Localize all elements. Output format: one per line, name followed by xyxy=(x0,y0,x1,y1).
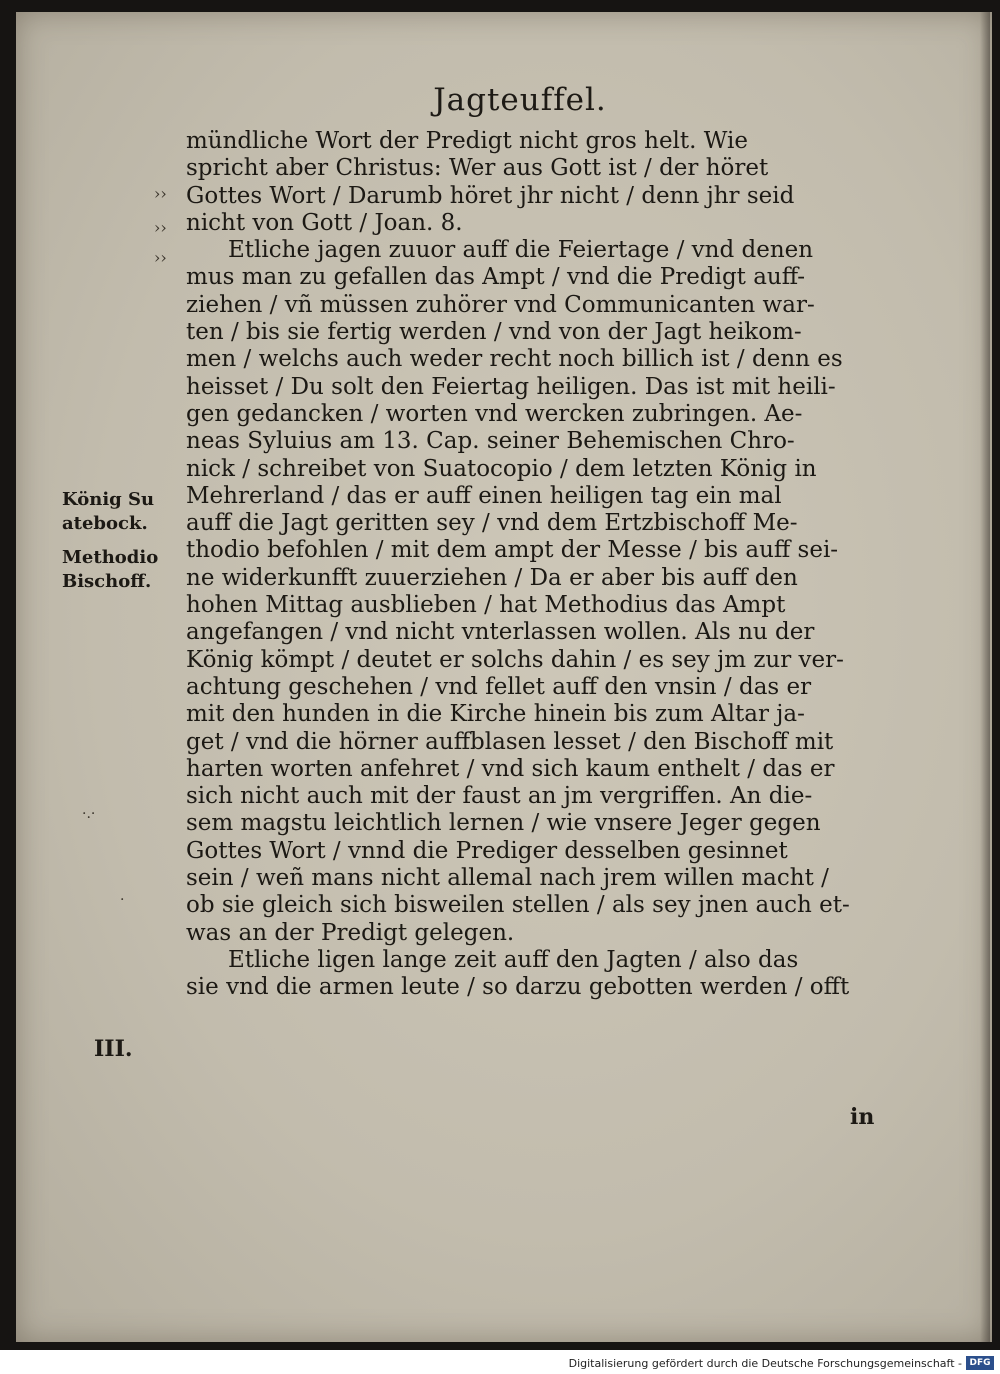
text-line: mit den hunden in die Kirche hinein bis zum Altar ja- xyxy=(186,701,805,728)
text-line: ziehen / vñ müssen zuhörer vnd Communicanten war- xyxy=(186,291,815,318)
running-head: Jagteuffel. xyxy=(433,82,607,118)
text-line: gen gedancken / worten vnd wercken zubringen. Ae- xyxy=(186,400,803,427)
text-line: harten worten anfehret / vnd sich kaum enthelt / das er xyxy=(186,755,835,782)
footer-credit: Digitalisierung gefördert durch die Deutsche Forschungsgemeinschaft - xyxy=(568,1357,962,1370)
text-line: Gottes Wort / vnnd die Prediger desselben gesinnet xyxy=(186,837,788,864)
text-line: nicht von Gott / Joan. 8. xyxy=(186,209,463,236)
page-gutter-shadow xyxy=(980,12,990,1342)
text-line: ten / bis sie fertig werden / vnd von der Jagt heikom- xyxy=(186,319,802,346)
text-line: Etliche ligen lange zeit auff den Jagten / also das xyxy=(228,946,799,973)
text-line: angefangen / vnd nicht vnterlassen wollen. Als nu der xyxy=(186,619,815,646)
text-line: thodio befohlen / mit dem ampt der Messe / bis auff sei- xyxy=(186,537,839,564)
text-line: neas Syluius am 13. Cap. seiner Behemischen Chro- xyxy=(186,428,795,455)
text-line: auff die Jagt geritten sey / vnd dem Ertzbischoff Me- xyxy=(186,510,798,537)
margin-note-line: König Su xyxy=(62,489,155,510)
text-line: heisset / Du solt den Feiertag heiligen. Das ist mit heili- xyxy=(186,373,836,400)
margin-note-line: atebock. xyxy=(62,513,148,534)
text-line: achtung geschehen / vnd fellet auff den vnsin / das er xyxy=(186,673,812,700)
text-line: ne widerkunfft zuuerziehen / Da er aber bis auff den xyxy=(186,564,798,591)
quote-mark: ›› xyxy=(154,184,167,203)
text-line: spricht aber Christus: Wer aus Gott ist / der höret xyxy=(186,155,769,182)
text-line: ob sie gleich sich bisweilen stellen / als sey jnen auch et- xyxy=(186,892,850,919)
section-numeral: III. xyxy=(94,1036,133,1062)
text-line: nick / schreibet von Suatocopio / dem letzten König in xyxy=(186,455,817,482)
ink-speck: ·.· xyxy=(82,806,96,822)
catchword: in xyxy=(850,1104,875,1130)
text-line: sein / weñ mans nicht allemal nach jrem willen macht / xyxy=(186,865,829,892)
quote-mark: ›› xyxy=(154,218,167,237)
text-line: mündliche Wort der Predigt nicht gros helt. Wie xyxy=(186,128,748,154)
text-line: mus man zu gefallen das Ampt / vnd die Predigt auff- xyxy=(186,264,806,291)
quote-mark: ›› xyxy=(154,248,167,267)
text-line: sem magstu leichtlich lernen / wie vnsere Jeger gegen xyxy=(186,810,821,837)
text-line: men / welchs auch weder recht noch billich ist / denn es xyxy=(186,346,843,373)
margin-note-methodio xyxy=(62,546,158,594)
ink-speck: · xyxy=(120,892,125,908)
text-line: hohen Mittag ausblieben / hat Methodius das Ampt xyxy=(186,592,786,619)
text-line: sich nicht auch mit der faust an jm vergriffen. An die- xyxy=(186,783,813,810)
body-text xyxy=(186,128,892,1002)
text-line: get / vnd die hörner auffblasen lesset / den Bischoff mit xyxy=(186,728,834,755)
dfg-logo: DFG xyxy=(966,1356,994,1370)
text-line: Etliche jagen zuuor auff die Feiertage / vnd denen xyxy=(228,237,814,264)
margin-note-koenig xyxy=(62,488,154,536)
text-line: sie vnd die armen leute / so darzu gebotten werden / offt xyxy=(186,974,850,1001)
text-line: König kömpt / deutet er solchs dahin / es sey jm zur ver- xyxy=(186,646,844,673)
margin-note-line: Methodio xyxy=(62,547,159,568)
text-line: was an der Predigt gelegen. xyxy=(186,919,515,946)
text-line: Gottes Wort / Darumb höret jhr nicht / denn jhr seid xyxy=(186,182,795,209)
digitization-footer xyxy=(0,1356,1000,1374)
margin-note-line: Bischoff. xyxy=(62,571,152,592)
text-line: Mehrerland / das er auff einen heiligen tag ein mal xyxy=(186,482,782,509)
